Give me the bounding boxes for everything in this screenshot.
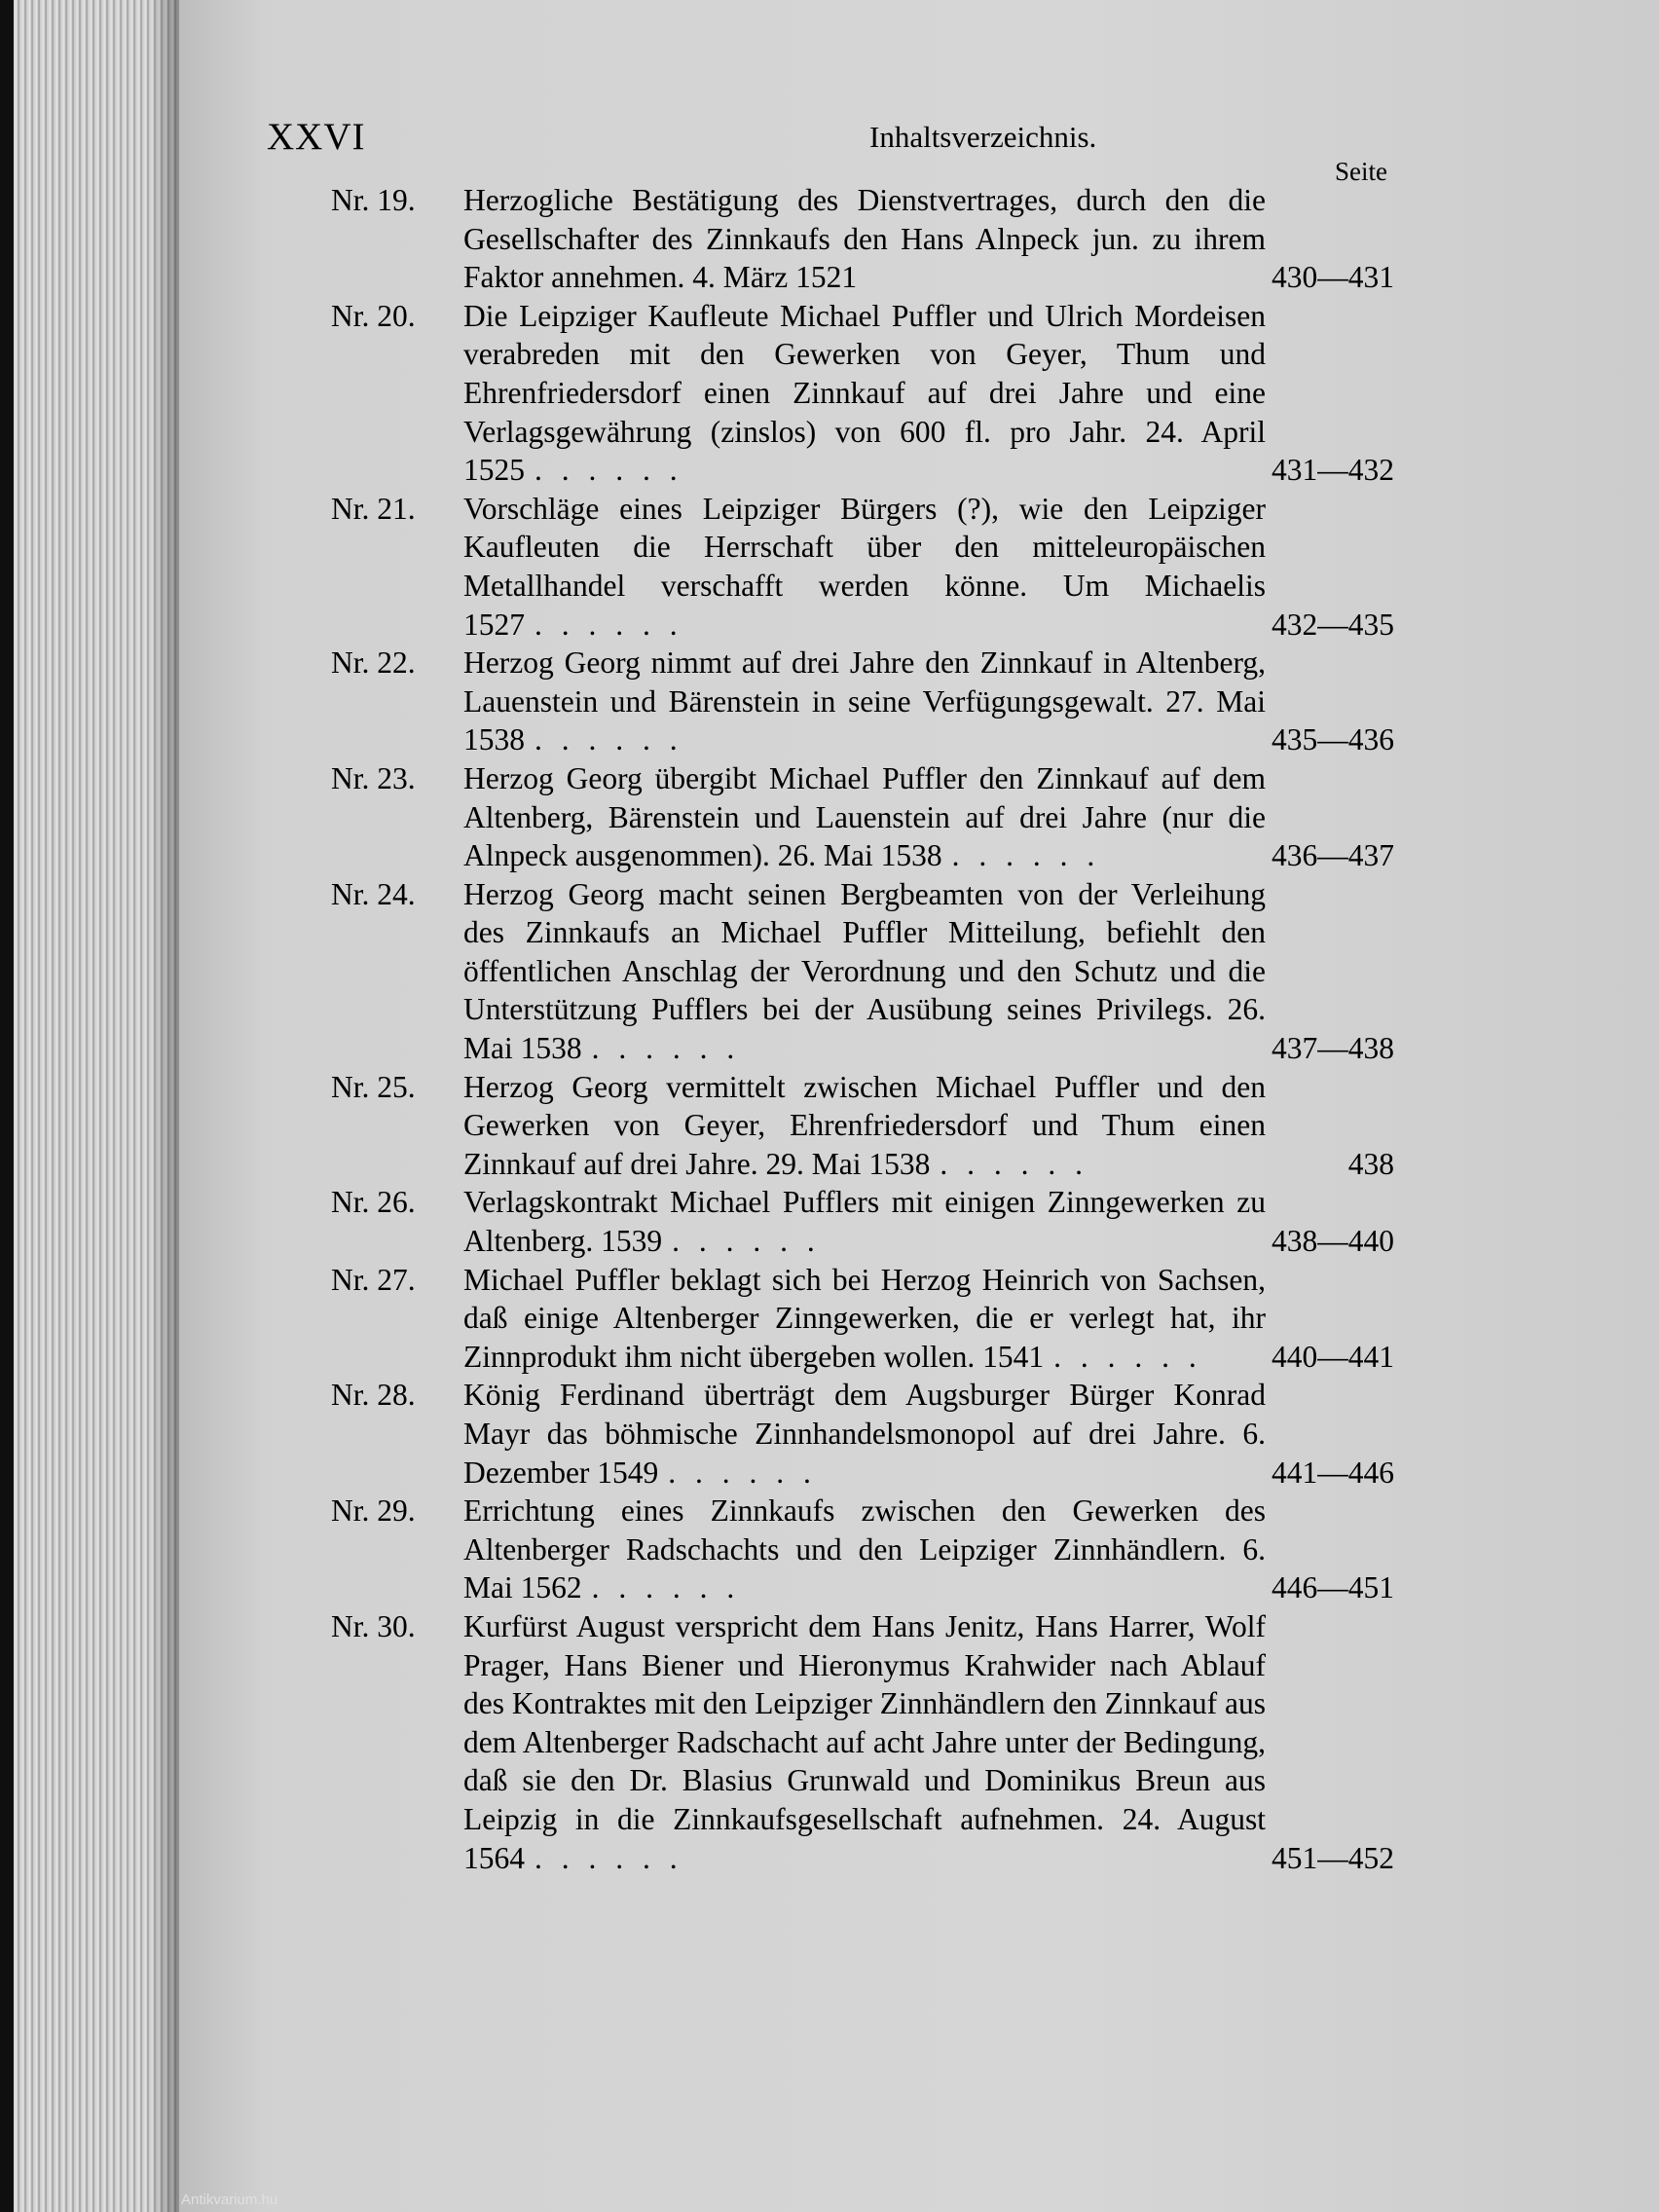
book-binding: [0, 0, 14, 2212]
page-edges: [14, 0, 179, 2212]
entry-title: Michael Puffler beklagt sich bei Herzog Heinrich von Sachsen, daß einige Altenberger Zinngewerken, die er verlegt hat, ihr Zinnprodukt ihm nicht übergeben wollen. 1541 . . . . . .: [463, 1262, 1266, 1374]
leader-dots: . . . . . .: [951, 838, 1101, 873]
entry-number: Nr. 21.: [331, 491, 416, 526]
entry-pages: 438—440: [1272, 1224, 1394, 1259]
toc-entries: [331, 181, 1582, 1877]
toc-entry-28: [331, 1376, 1582, 1492]
entry-title: Verlagskontrakt Michael Pufflers mit einigen Zinngewerken zu Altenberg. 1539 . . . . . .: [463, 1185, 1266, 1259]
leader-dots: . . . . . .: [940, 1146, 1088, 1181]
entry-number: Nr. 19.: [331, 183, 416, 217]
entry-title: Herzog Georg macht seinen Bergbeamten von der Verleihung des Zinnkaufs an Michael Puffler Mitteilung, befiehlt den öffentlichen Anschlag der Verordnung und den Schutz und die Unterstützung Pufflers bei der Ausübung seines Privilegs. 26. Mai 1538 . . . . . .: [463, 876, 1266, 1066]
leader-dots: . . . . . .: [672, 1224, 821, 1259]
leader-dots: . . . . . .: [535, 607, 683, 642]
entry-number: Nr. 30.: [331, 1608, 416, 1643]
entry-number: Nr. 23.: [331, 760, 416, 795]
entry-number: Nr. 25.: [331, 1069, 416, 1104]
entry-title: Herzogliche Bestätigung des Dienstvertrages, durch den die Gesellschafter des Zinnkaufs den Hans Alnpeck jun. zu ihrem Faktor annehmen. 4. März 1521: [463, 183, 1266, 295]
entry-pages: 451—452: [1272, 1840, 1394, 1875]
entry-number: Nr. 28.: [331, 1378, 416, 1413]
leader-dots: . . . . . .: [535, 1840, 683, 1875]
toc-entry-19: [331, 181, 1582, 297]
entry-title: Herzog Georg nimmt auf drei Jahre den Zinnkauf in Altenberg, Lauenstein und Bärenstein in seine Verfügungsgewalt. 27. Mai 1538 . . . . . .: [463, 645, 1266, 757]
toc-entry-23: [331, 759, 1582, 875]
leader-dots: . . . . . .: [535, 722, 683, 757]
leader-dots: . . . . . .: [668, 1455, 817, 1490]
entry-number: Nr. 24.: [331, 876, 416, 911]
entry-title: Kurfürst August verspricht dem Hans Jenitz, Hans Harrer, Wolf Prager, Hans Biener und Hieronymus Krahwider nach Ablauf des Kontraktes mit den Leipziger Zinnhändlern den Zinnkauf aus dem Altenberger Radschacht auf acht Jahre unter der Bedingung, daß sie den Dr. Blasius Grunwald und Dominikus Breun aus Leipzig in die Zinnkaufsgesellschaft aufnehmen. 24. August 1564 . . . . . .: [463, 1608, 1266, 1875]
toc-entry-24: [331, 875, 1582, 1068]
entry-number: Nr. 26.: [331, 1185, 416, 1220]
entry-number: Nr. 22.: [331, 645, 416, 681]
toc-entry-20: [331, 297, 1582, 490]
entry-number: Nr. 20.: [331, 298, 416, 333]
entry-title: Herzog Georg vermittelt zwischen Michael Puffler und den Gewerken von Geyer, Ehrenfriedersdorf und Thum einen Zinnkauf auf drei Jahre. 29. Mai 1538 . . . . . .: [463, 1069, 1266, 1181]
entry-number: Nr. 27.: [331, 1262, 416, 1297]
entry-pages: 440—441: [1272, 1339, 1394, 1374]
toc-entry-27: [331, 1261, 1582, 1377]
page-number: XXVI: [267, 116, 366, 158]
entry-pages: 432—435: [1272, 607, 1394, 642]
seite-column-label: Seite: [1335, 157, 1387, 186]
toc-entry-21: [331, 490, 1582, 644]
entry-pages: 438: [1347, 1146, 1394, 1181]
entry-title: Errichtung eines Zinnkaufs zwischen den Gewerken des Altenberger Radschachts und den Leipziger Zinnhändlern. 6. Mai 1562 . . . . . .: [463, 1493, 1266, 1605]
leader-dots: . . . . . .: [591, 1031, 741, 1066]
entry-pages: 435—436: [1272, 722, 1394, 757]
entry-pages: 441—446: [1272, 1455, 1394, 1490]
toc-entry-25: [331, 1068, 1582, 1184]
toc-entry-30: [331, 1607, 1582, 1877]
entry-title: Vorschläge eines Leipziger Bürgers (?), wie den Leipziger Kaufleuten die Herrschaft über den mitteleuropäischen Metallhandel verschafft werden könne. Um Michaelis 1527 . . . . . .: [463, 491, 1266, 642]
entry-title: Herzog Georg übergibt Michael Puffler den Zinnkauf auf dem Altenberg, Bärenstein und Lauenstein auf drei Jahre (nur die Alnpeck ausgenommen). 26. Mai 1538 . . . . . .: [463, 760, 1266, 873]
entry-pages: 431—432: [1272, 453, 1394, 488]
entry-number: Nr. 29.: [331, 1493, 416, 1529]
entry-pages: 430—431: [1272, 260, 1394, 295]
entry-title: Die Leipziger Kaufleute Michael Puffler und Ulrich Mordeisen verabreden mit den Gewerken von Geyer, Thum und Ehrenfriedersdorf einen Zinnkauf auf drei Jahre und eine Verlagsgewährung (zinslos) von 600 fl. pro Jahr. 24. April 1525 . . . . . .: [463, 298, 1266, 488]
toc-entry-22: [331, 644, 1582, 759]
leader-dots: . . . . . .: [591, 1570, 741, 1605]
entry-pages: 436—437: [1272, 838, 1394, 873]
watermark: Antikvarium.hu: [181, 2192, 278, 2208]
toc-entry-29: [331, 1492, 1582, 1607]
entry-pages: 437—438: [1272, 1031, 1394, 1066]
toc-entry-26: [331, 1183, 1582, 1260]
running-title: Inhaltsverzeichnis.: [869, 120, 1097, 154]
gutter-shadow: [150, 0, 179, 2212]
leader-dots: . . . . . .: [535, 453, 683, 488]
entry-pages: 446—451: [1272, 1570, 1394, 1605]
entry-title: König Ferdinand überträgt dem Augsburger Bürger Konrad Mayr das böhmische Zinnhandelsmonopol auf drei Jahre. 6. Dezember 1549 . . . . . .: [463, 1378, 1266, 1490]
leader-dots: . . . . . .: [1053, 1339, 1202, 1374]
